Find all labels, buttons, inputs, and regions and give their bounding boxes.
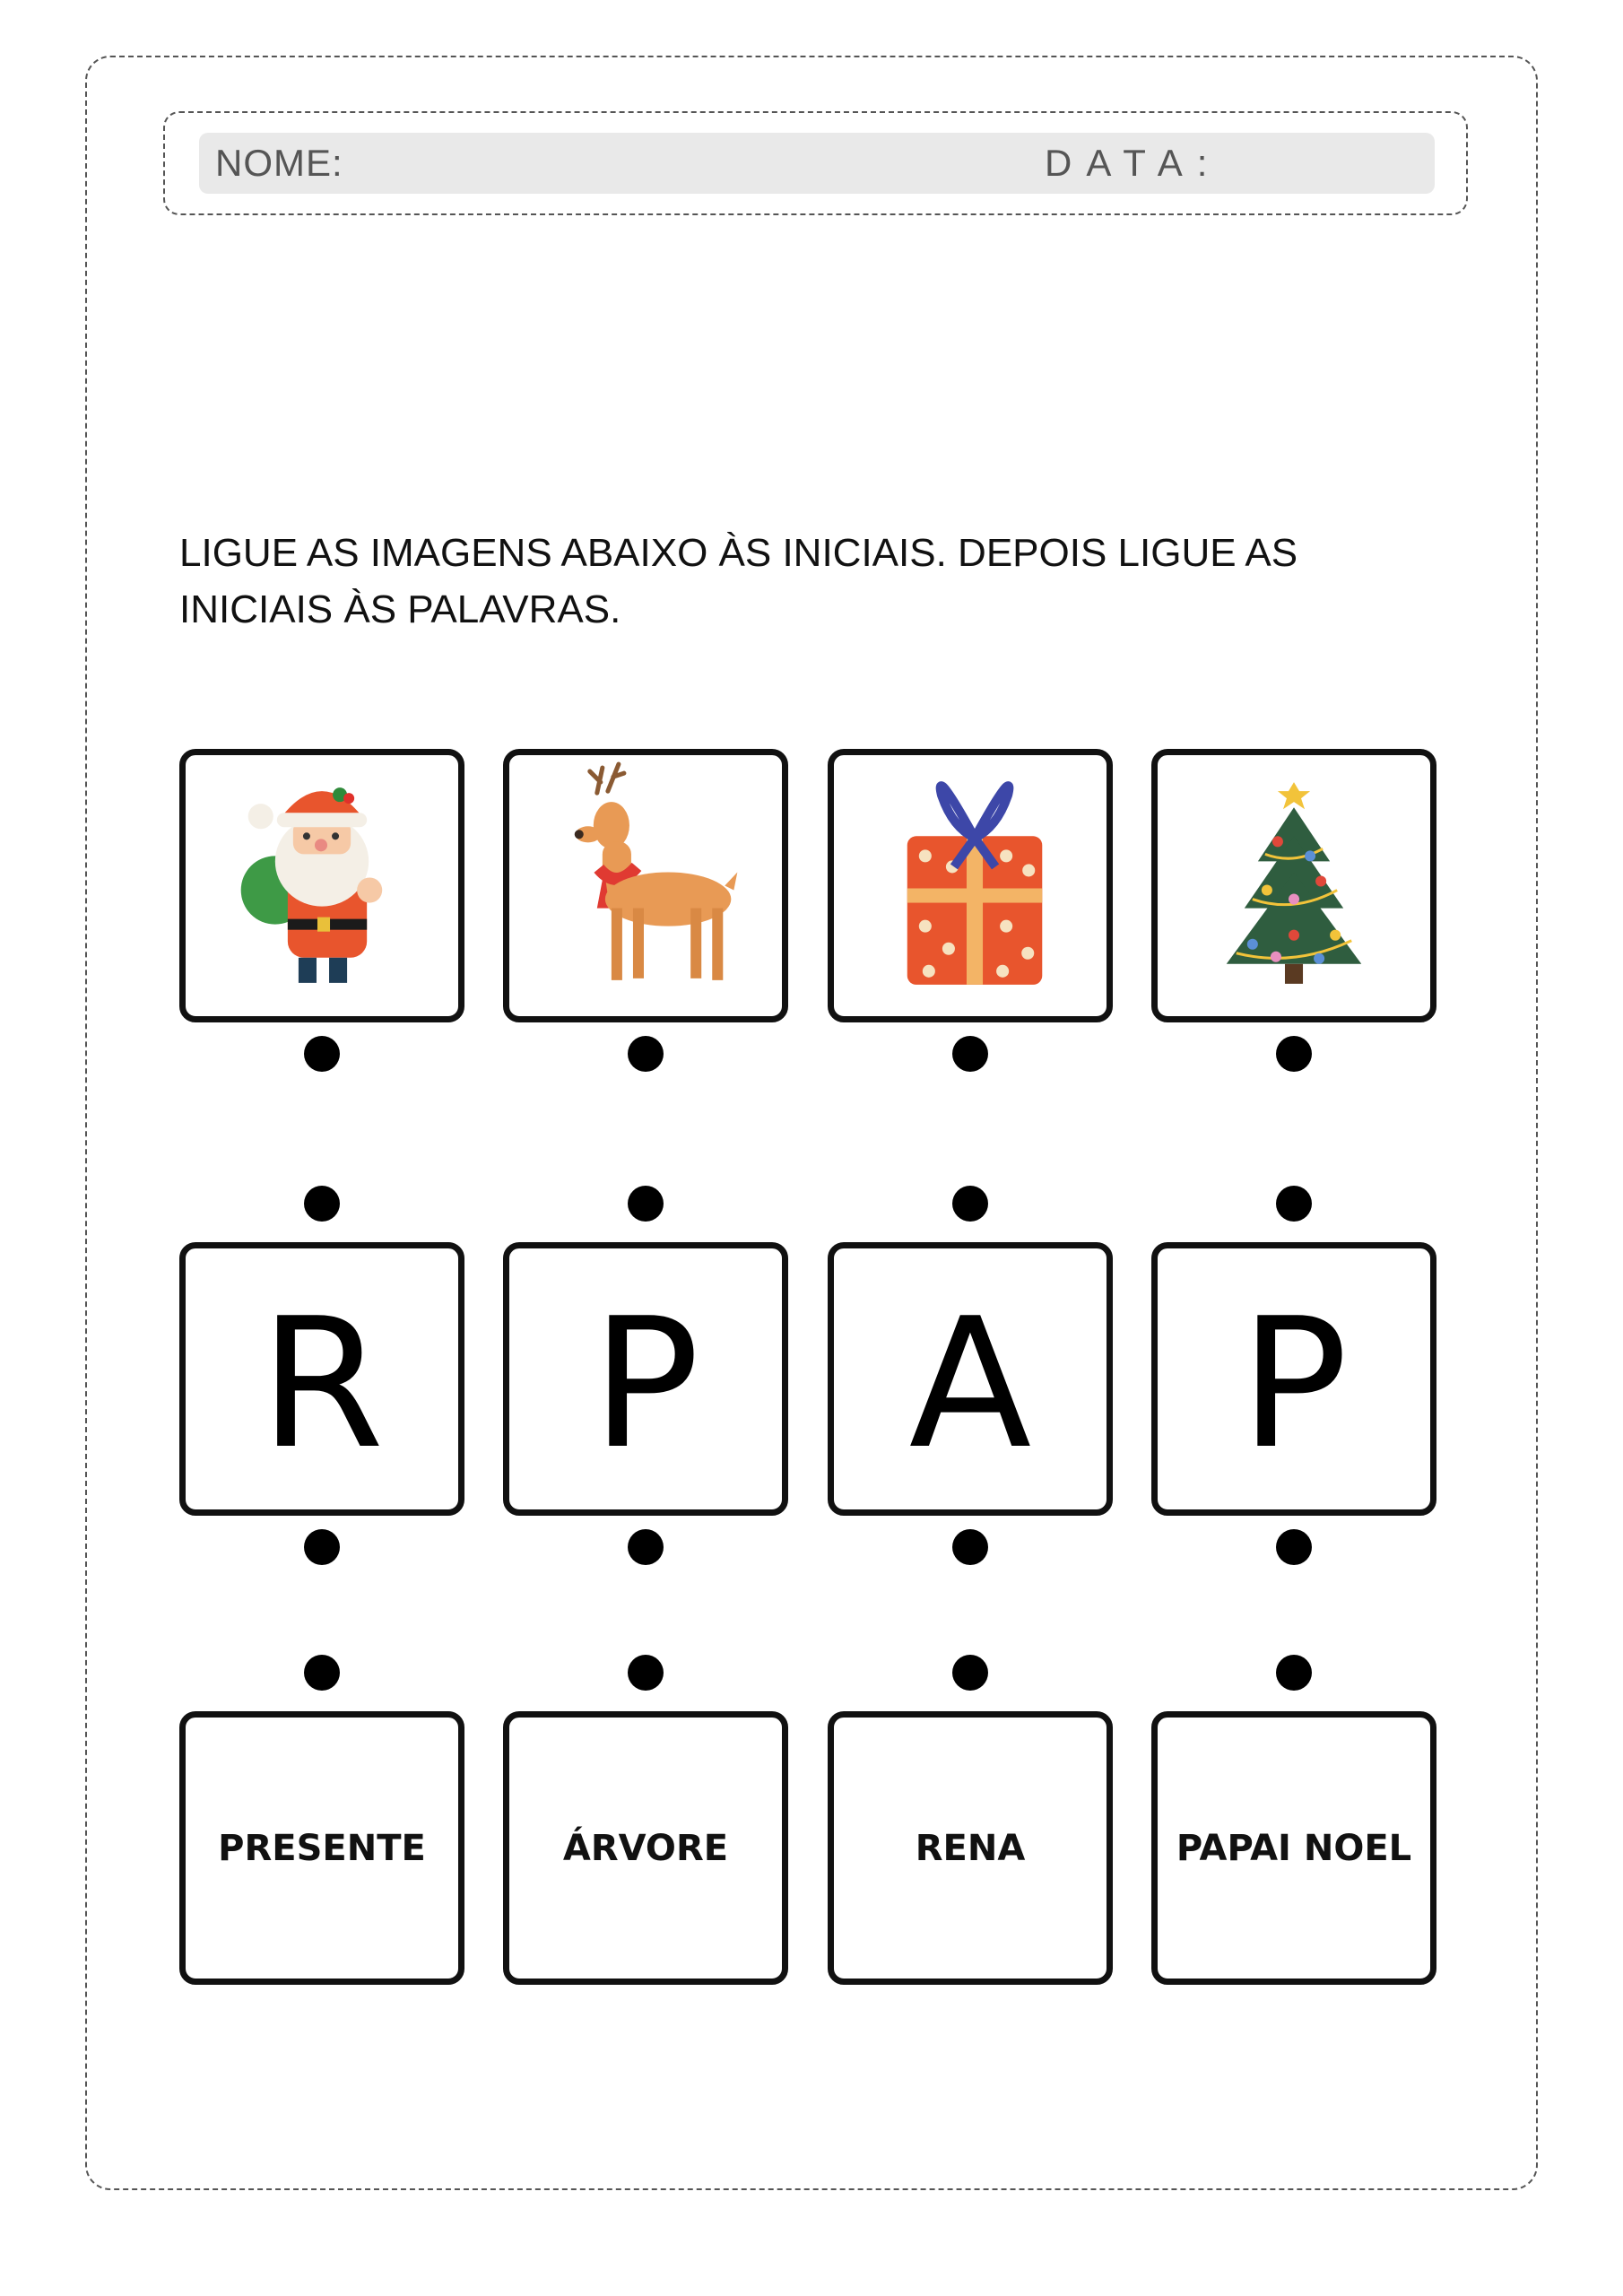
reindeer-icon	[509, 755, 782, 1016]
letter-card	[1151, 1242, 1436, 1516]
date-label: DATA:	[1045, 142, 1222, 184]
picture-card-tree	[1151, 749, 1436, 1022]
letter-card	[503, 1242, 788, 1516]
santa-claus-icon	[186, 755, 458, 1016]
connect-dot[interactable]	[1276, 1529, 1312, 1565]
header-fill	[199, 133, 1435, 194]
connect-dot[interactable]	[628, 1186, 664, 1222]
connect-dot[interactable]	[304, 1655, 340, 1691]
letter-card	[179, 1242, 464, 1516]
letter-text: P	[591, 1279, 700, 1489]
letter-card	[828, 1242, 1113, 1516]
christmas-tree-icon	[1158, 755, 1430, 1016]
picture-card-santa	[179, 749, 464, 1022]
word-text: RENA	[915, 1827, 1026, 1869]
word-card	[828, 1711, 1113, 1985]
connect-dot[interactable]	[952, 1186, 988, 1222]
letter-text: P	[1239, 1279, 1349, 1489]
connect-dot[interactable]	[628, 1036, 664, 1072]
connect-dot[interactable]	[1276, 1186, 1312, 1222]
connect-dot[interactable]	[1276, 1655, 1312, 1691]
connect-dot[interactable]	[304, 1186, 340, 1222]
word-text: PAPAI NOEL	[1176, 1827, 1412, 1869]
connect-dot[interactable]	[304, 1529, 340, 1565]
connect-dot[interactable]	[1276, 1036, 1312, 1072]
word-card	[179, 1711, 464, 1985]
connect-dot[interactable]	[952, 1655, 988, 1691]
letter-text: A	[908, 1279, 1032, 1489]
name-label: NOME:	[215, 142, 343, 184]
word-text: PRESENTE	[218, 1827, 426, 1869]
picture-card-reindeer	[503, 749, 788, 1022]
connect-dot[interactable]	[952, 1529, 988, 1565]
letter-text: R	[259, 1279, 385, 1489]
connect-dot[interactable]	[628, 1529, 664, 1565]
connect-dot[interactable]	[628, 1655, 664, 1691]
word-text: ÁRVORE	[562, 1827, 729, 1869]
picture-card-gift	[828, 749, 1113, 1022]
instruction-text: LIGUE AS IMAGENS ABAIXO ÀS INICIAIS. DEPOIS LIGUE AS INICIAIS ÀS PALAVRAS.	[179, 531, 1298, 631]
connect-dot[interactable]	[304, 1036, 340, 1072]
gift-box-icon	[834, 755, 1107, 1016]
word-card	[1151, 1711, 1436, 1985]
connect-dot[interactable]	[952, 1036, 988, 1072]
word-card	[503, 1711, 788, 1985]
